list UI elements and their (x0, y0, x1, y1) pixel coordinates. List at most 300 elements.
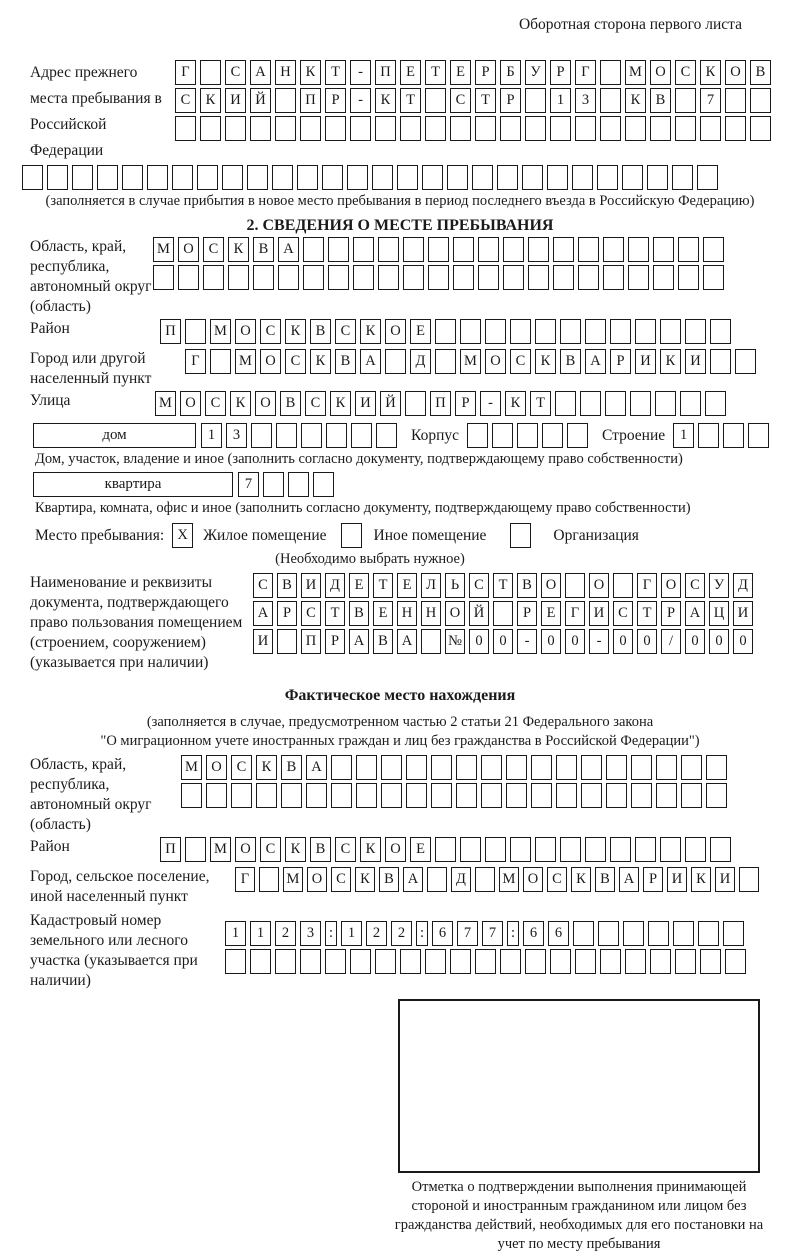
char-box[interactable] (653, 265, 674, 290)
char-box[interactable] (325, 116, 346, 141)
char-box[interactable] (450, 949, 471, 974)
char-box[interactable]: Т (425, 60, 446, 85)
char-box[interactable] (581, 783, 602, 808)
char-box[interactable] (275, 88, 296, 113)
char-box[interactable] (525, 949, 546, 974)
char-box[interactable]: А (619, 867, 639, 892)
char-box[interactable]: - (589, 629, 609, 654)
char-box[interactable]: И (589, 601, 609, 626)
char-box[interactable] (210, 349, 231, 374)
char-box[interactable] (406, 783, 427, 808)
char-box[interactable] (475, 867, 495, 892)
char-box[interactable] (300, 949, 321, 974)
char-box[interactable] (435, 319, 456, 344)
char-box[interactable] (650, 116, 671, 141)
char-box[interactable] (453, 237, 474, 262)
char-box[interactable] (710, 349, 731, 374)
char-box[interactable] (535, 319, 556, 344)
char-box[interactable] (550, 116, 571, 141)
char-box[interactable]: 1 (341, 921, 362, 946)
char-box[interactable]: О (445, 601, 465, 626)
char-box[interactable] (375, 116, 396, 141)
char-box[interactable] (725, 949, 746, 974)
char-box[interactable]: - (350, 60, 371, 85)
char-box[interactable] (122, 165, 143, 190)
char-box[interactable] (247, 165, 268, 190)
char-box[interactable]: П (160, 319, 181, 344)
char-box[interactable]: В (277, 573, 297, 598)
char-box[interactable]: Г (637, 573, 657, 598)
char-box[interactable]: 0 (613, 629, 633, 654)
char-box[interactable] (250, 949, 271, 974)
char-box[interactable] (723, 423, 744, 448)
char-box[interactable]: В (373, 629, 393, 654)
char-box[interactable] (575, 949, 596, 974)
char-box[interactable] (431, 755, 452, 780)
char-box[interactable] (303, 265, 324, 290)
char-box[interactable]: О (260, 349, 281, 374)
char-box[interactable]: 7 (700, 88, 721, 113)
char-box[interactable]: 0 (709, 629, 729, 654)
char-box[interactable]: О (235, 837, 256, 862)
char-box[interactable] (378, 237, 399, 262)
char-box[interactable] (572, 165, 593, 190)
char-box[interactable]: Б (500, 60, 521, 85)
char-box[interactable]: Г (575, 60, 596, 85)
char-box[interactable] (600, 116, 621, 141)
char-box[interactable] (635, 319, 656, 344)
char-box[interactable] (400, 116, 421, 141)
char-box[interactable] (351, 423, 372, 448)
char-box[interactable] (517, 423, 538, 448)
char-box[interactable]: С (205, 391, 226, 416)
char-box[interactable] (648, 921, 669, 946)
char-box[interactable]: 2 (391, 921, 412, 946)
char-box[interactable]: К (660, 349, 681, 374)
char-box[interactable] (723, 921, 744, 946)
char-box[interactable] (610, 837, 631, 862)
char-box[interactable] (326, 423, 347, 448)
char-box[interactable] (485, 319, 506, 344)
char-box[interactable] (206, 783, 227, 808)
char-box[interactable]: И (355, 391, 376, 416)
char-box[interactable]: П (160, 837, 181, 862)
char-box[interactable] (222, 165, 243, 190)
char-box[interactable]: С (675, 60, 696, 85)
char-box[interactable] (427, 867, 447, 892)
char-box[interactable]: С (335, 837, 356, 862)
char-box[interactable] (500, 949, 521, 974)
char-box[interactable]: / (661, 629, 681, 654)
char-box[interactable] (650, 949, 671, 974)
char-box[interactable]: 6 (432, 921, 453, 946)
char-box[interactable]: А (360, 349, 381, 374)
char-box[interactable]: К (691, 867, 711, 892)
char-box[interactable] (680, 391, 701, 416)
char-box[interactable] (331, 783, 352, 808)
char-box[interactable] (460, 837, 481, 862)
char-box[interactable]: 7 (238, 472, 259, 497)
char-box[interactable] (72, 165, 93, 190)
char-box[interactable] (301, 423, 322, 448)
char-box[interactable]: Е (373, 601, 393, 626)
char-box[interactable]: В (750, 60, 771, 85)
char-box[interactable]: Р (610, 349, 631, 374)
char-box[interactable]: П (300, 88, 321, 113)
char-box[interactable] (378, 265, 399, 290)
char-box[interactable]: 0 (685, 629, 705, 654)
char-box[interactable] (450, 116, 471, 141)
char-box[interactable]: 0 (637, 629, 657, 654)
char-box[interactable] (347, 165, 368, 190)
char-box[interactable] (481, 783, 502, 808)
char-box[interactable] (322, 165, 343, 190)
char-box[interactable] (555, 391, 576, 416)
char-box[interactable]: Й (380, 391, 401, 416)
char-box[interactable] (297, 165, 318, 190)
char-box[interactable] (203, 265, 224, 290)
char-box[interactable] (575, 116, 596, 141)
char-box[interactable]: Р (277, 601, 297, 626)
char-box[interactable]: С (231, 755, 252, 780)
char-box[interactable]: К (700, 60, 721, 85)
char-box[interactable]: А (685, 601, 705, 626)
char-box[interactable]: - (517, 629, 537, 654)
char-box[interactable] (400, 949, 421, 974)
char-box[interactable]: Т (325, 60, 346, 85)
char-box[interactable] (253, 265, 274, 290)
char-box[interactable]: В (517, 573, 537, 598)
char-box[interactable]: 6 (548, 921, 569, 946)
char-box[interactable] (553, 237, 574, 262)
char-box[interactable] (681, 755, 702, 780)
char-box[interactable] (300, 116, 321, 141)
char-box[interactable]: А (403, 867, 423, 892)
char-box[interactable]: У (525, 60, 546, 85)
char-box[interactable]: С (450, 88, 471, 113)
char-box[interactable] (531, 783, 552, 808)
char-box[interactable]: И (253, 629, 273, 654)
char-box[interactable] (200, 60, 221, 85)
char-box[interactable] (481, 755, 502, 780)
char-box[interactable]: О (180, 391, 201, 416)
char-box[interactable] (703, 265, 724, 290)
char-box[interactable] (700, 949, 721, 974)
char-box[interactable] (381, 783, 402, 808)
char-box[interactable]: И (635, 349, 656, 374)
char-box[interactable]: У (709, 573, 729, 598)
char-box[interactable]: Т (493, 573, 513, 598)
char-box[interactable] (147, 165, 168, 190)
char-box[interactable]: : (416, 921, 428, 946)
char-box[interactable] (660, 319, 681, 344)
char-box[interactable]: В (650, 88, 671, 113)
char-box[interactable] (425, 116, 446, 141)
char-box[interactable] (435, 837, 456, 862)
char-box[interactable]: Р (325, 629, 345, 654)
char-box[interactable] (353, 237, 374, 262)
char-box[interactable] (542, 423, 563, 448)
char-box[interactable] (547, 165, 568, 190)
char-box[interactable] (397, 165, 418, 190)
char-box[interactable] (635, 837, 656, 862)
char-box[interactable]: № (445, 629, 465, 654)
char-box[interactable] (655, 391, 676, 416)
char-box[interactable] (750, 116, 771, 141)
char-box[interactable]: 6 (523, 921, 544, 946)
char-box[interactable]: А (306, 755, 327, 780)
char-box[interactable]: А (349, 629, 369, 654)
char-box[interactable] (550, 949, 571, 974)
char-box[interactable] (660, 837, 681, 862)
char-box[interactable] (385, 349, 406, 374)
char-box[interactable]: К (360, 319, 381, 344)
char-box[interactable]: Е (400, 60, 421, 85)
char-box[interactable] (435, 349, 456, 374)
char-box[interactable] (421, 629, 441, 654)
char-box[interactable]: Д (410, 349, 431, 374)
char-box[interactable] (181, 783, 202, 808)
char-box[interactable] (350, 949, 371, 974)
char-box[interactable]: 0 (493, 629, 513, 654)
char-box[interactable]: С (547, 867, 567, 892)
char-box[interactable] (531, 755, 552, 780)
char-box[interactable] (560, 319, 581, 344)
char-box[interactable]: О (385, 319, 406, 344)
char-box[interactable]: А (397, 629, 417, 654)
char-box[interactable] (250, 116, 271, 141)
char-box[interactable] (613, 573, 633, 598)
char-box[interactable]: 0 (541, 629, 561, 654)
char-box[interactable]: К (355, 867, 375, 892)
char-box[interactable] (276, 423, 297, 448)
char-box[interactable] (748, 423, 769, 448)
char-box[interactable]: К (285, 319, 306, 344)
dom-box[interactable]: дом (33, 423, 196, 448)
char-box[interactable] (598, 921, 619, 946)
char-box[interactable] (303, 237, 324, 262)
char-box[interactable] (606, 783, 627, 808)
char-box[interactable]: Е (349, 573, 369, 598)
char-box[interactable] (185, 837, 206, 862)
char-box[interactable] (493, 601, 513, 626)
char-box[interactable] (353, 265, 374, 290)
char-box[interactable] (460, 319, 481, 344)
char-box[interactable]: С (510, 349, 531, 374)
char-box[interactable] (403, 237, 424, 262)
char-box[interactable]: О (650, 60, 671, 85)
char-box[interactable]: О (661, 573, 681, 598)
char-box[interactable]: 0 (733, 629, 753, 654)
char-box[interactable] (97, 165, 118, 190)
char-box[interactable]: 7 (457, 921, 478, 946)
char-box[interactable]: И (667, 867, 687, 892)
char-box[interactable]: : (507, 921, 519, 946)
char-box[interactable] (47, 165, 68, 190)
char-box[interactable]: Е (450, 60, 471, 85)
char-box[interactable] (573, 921, 594, 946)
char-box[interactable]: Р (500, 88, 521, 113)
char-box[interactable]: К (310, 349, 331, 374)
char-box[interactable] (281, 783, 302, 808)
char-box[interactable]: Е (410, 319, 431, 344)
char-box[interactable] (553, 265, 574, 290)
char-box[interactable]: В (349, 601, 369, 626)
char-box[interactable] (506, 755, 527, 780)
char-box[interactable]: С (260, 319, 281, 344)
char-box[interactable]: К (200, 88, 221, 113)
char-box[interactable] (500, 116, 521, 141)
char-box[interactable] (503, 237, 524, 262)
char-box[interactable] (197, 165, 218, 190)
char-box[interactable] (256, 783, 277, 808)
char-box[interactable] (506, 783, 527, 808)
char-box[interactable] (600, 88, 621, 113)
char-box[interactable]: В (310, 837, 331, 862)
char-box[interactable] (706, 755, 727, 780)
char-box[interactable] (428, 265, 449, 290)
char-box[interactable] (535, 837, 556, 862)
char-box[interactable]: О (541, 573, 561, 598)
char-box[interactable]: О (385, 837, 406, 862)
char-box[interactable] (375, 949, 396, 974)
char-box[interactable]: М (155, 391, 176, 416)
char-box[interactable] (630, 391, 651, 416)
char-box[interactable]: С (253, 573, 273, 598)
char-box[interactable]: С (685, 573, 705, 598)
char-box[interactable] (606, 755, 627, 780)
char-box[interactable]: О (725, 60, 746, 85)
char-box[interactable]: Д (451, 867, 471, 892)
char-box[interactable]: А (278, 237, 299, 262)
char-box[interactable] (525, 116, 546, 141)
char-box[interactable]: С (260, 837, 281, 862)
char-box[interactable] (673, 921, 694, 946)
char-box[interactable] (405, 391, 426, 416)
char-box[interactable] (225, 949, 246, 974)
char-box[interactable]: Р (475, 60, 496, 85)
char-box[interactable]: Р (517, 601, 537, 626)
char-box[interactable] (263, 472, 284, 497)
char-box[interactable]: Т (373, 573, 393, 598)
char-box[interactable]: С (225, 60, 246, 85)
char-box[interactable] (567, 423, 588, 448)
checkbox-org[interactable] (510, 523, 531, 548)
char-box[interactable]: 2 (366, 921, 387, 946)
char-box[interactable]: М (499, 867, 519, 892)
char-box[interactable]: Г (565, 601, 585, 626)
char-box[interactable] (625, 116, 646, 141)
char-box[interactable]: 2 (275, 921, 296, 946)
char-box[interactable]: Т (637, 601, 657, 626)
char-box[interactable] (425, 88, 446, 113)
char-box[interactable]: В (379, 867, 399, 892)
char-box[interactable] (631, 755, 652, 780)
kvartira-box[interactable]: квартира (33, 472, 233, 497)
char-box[interactable]: А (253, 601, 273, 626)
char-box[interactable]: И (685, 349, 706, 374)
char-box[interactable]: 1 (550, 88, 571, 113)
char-box[interactable] (656, 755, 677, 780)
char-box[interactable]: Н (275, 60, 296, 85)
char-box[interactable] (725, 88, 746, 113)
char-box[interactable] (578, 237, 599, 262)
char-box[interactable] (628, 265, 649, 290)
char-box[interactable] (703, 237, 724, 262)
char-box[interactable] (647, 165, 668, 190)
char-box[interactable]: И (715, 867, 735, 892)
char-box[interactable] (328, 237, 349, 262)
char-box[interactable]: К (571, 867, 591, 892)
char-box[interactable] (739, 867, 759, 892)
char-box[interactable] (600, 60, 621, 85)
char-box[interactable] (597, 165, 618, 190)
char-box[interactable] (356, 783, 377, 808)
char-box[interactable] (22, 165, 43, 190)
char-box[interactable] (453, 265, 474, 290)
checkbox-inoe[interactable] (341, 523, 362, 548)
char-box[interactable]: - (350, 88, 371, 113)
char-box[interactable] (560, 837, 581, 862)
char-box[interactable]: К (505, 391, 526, 416)
char-box[interactable]: 3 (300, 921, 321, 946)
char-box[interactable] (565, 573, 585, 598)
char-box[interactable] (675, 116, 696, 141)
char-box[interactable]: Г (235, 867, 255, 892)
char-box[interactable]: Д (325, 573, 345, 598)
char-box[interactable]: К (535, 349, 556, 374)
char-box[interactable] (698, 921, 719, 946)
char-box[interactable]: М (283, 867, 303, 892)
char-box[interactable]: И (225, 88, 246, 113)
char-box[interactable] (585, 837, 606, 862)
char-box[interactable]: К (285, 837, 306, 862)
char-box[interactable]: Д (733, 573, 753, 598)
char-box[interactable]: Т (475, 88, 496, 113)
char-box[interactable] (556, 783, 577, 808)
char-box[interactable] (376, 423, 397, 448)
char-box[interactable]: - (480, 391, 501, 416)
char-box[interactable] (656, 783, 677, 808)
char-box[interactable]: К (625, 88, 646, 113)
char-box[interactable] (705, 391, 726, 416)
char-box[interactable] (485, 837, 506, 862)
char-box[interactable] (625, 949, 646, 974)
char-box[interactable] (685, 837, 706, 862)
char-box[interactable] (431, 783, 452, 808)
char-box[interactable] (623, 921, 644, 946)
char-box[interactable]: К (256, 755, 277, 780)
char-box[interactable] (277, 629, 297, 654)
char-box[interactable] (251, 423, 272, 448)
char-box[interactable]: О (206, 755, 227, 780)
char-box[interactable]: О (589, 573, 609, 598)
char-box[interactable] (225, 116, 246, 141)
char-box[interactable] (706, 783, 727, 808)
char-box[interactable] (628, 237, 649, 262)
char-box[interactable]: Р (643, 867, 663, 892)
char-box[interactable] (528, 237, 549, 262)
char-box[interactable]: Р (661, 601, 681, 626)
char-box[interactable]: О (523, 867, 543, 892)
char-box[interactable]: С (175, 88, 196, 113)
char-box[interactable] (356, 755, 377, 780)
char-box[interactable]: 0 (565, 629, 585, 654)
char-box[interactable]: О (255, 391, 276, 416)
char-box[interactable] (475, 949, 496, 974)
char-box[interactable] (372, 165, 393, 190)
char-box[interactable]: С (335, 319, 356, 344)
